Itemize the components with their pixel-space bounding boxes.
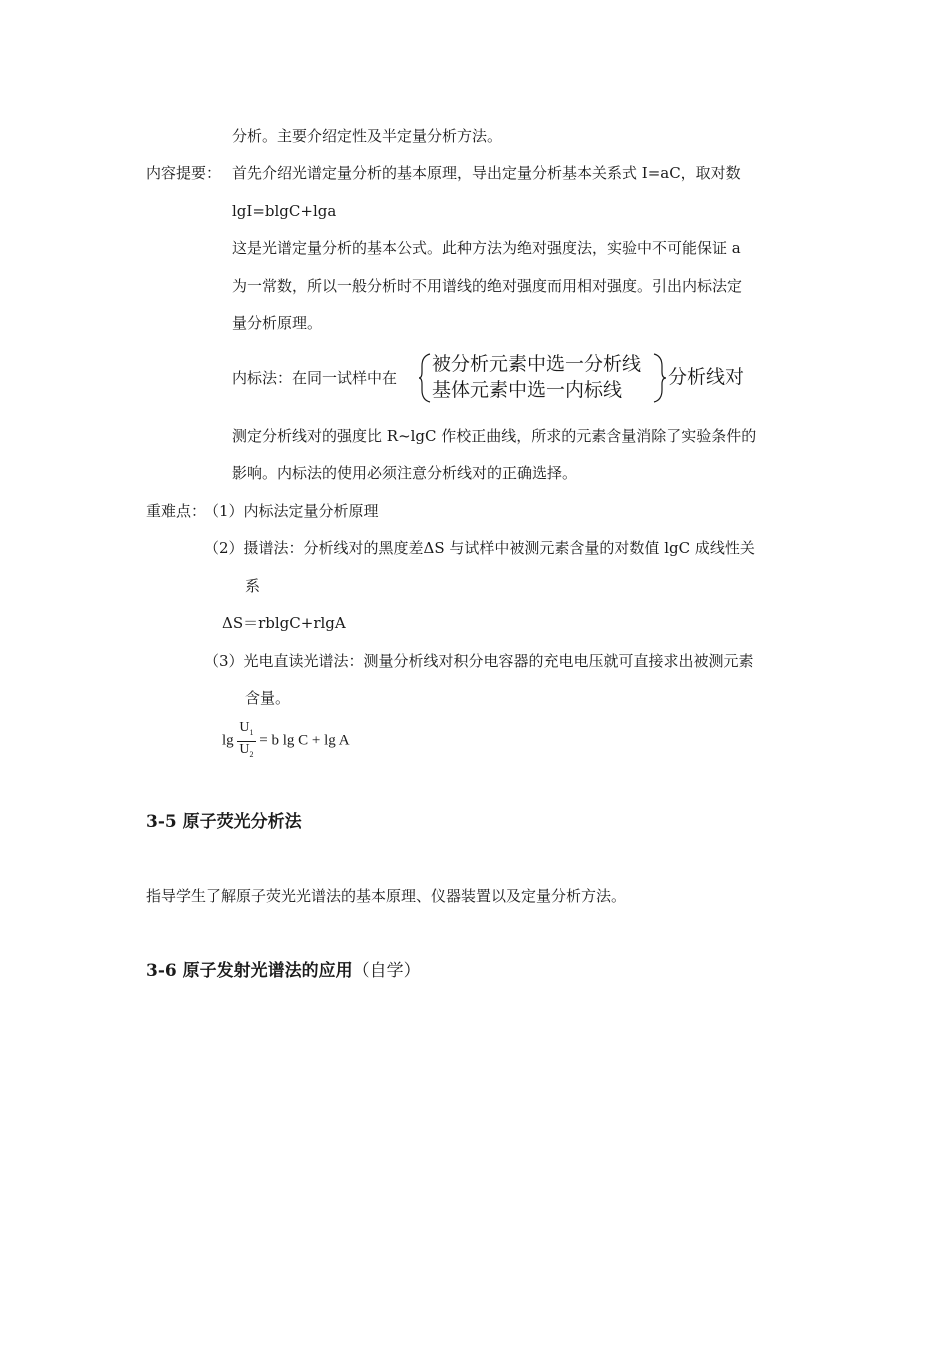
- difficult-point-1: （1）内标法定量分析原理: [204, 502, 379, 520]
- difficult-point-2-cont: 系: [245, 577, 261, 595]
- text-line: 这是光谱定量分析的基本公式。此种方法为绝对强度法，实验中不可能保证 a: [232, 239, 741, 257]
- formula-lg: lg: [222, 732, 234, 749]
- difficult-point-2: （2）摄谱法：分析线对的黑度差ΔS 与试样中被测元素含量的对数值 lgC 成线性关: [204, 539, 755, 557]
- text-line: 量分析原理。: [232, 314, 323, 332]
- section-text-3-5: 指导学生了解原子荧光光谱法的基本原理、仪器装置以及定量分析方法。: [146, 887, 627, 905]
- text-line: 为一常数，所以一般分析时不用谱线的绝对强度而用相对强度。引出内标法定: [232, 277, 743, 295]
- formula-rest: = b lg C + lg A: [259, 732, 350, 749]
- internal-standard-label: 内标法：在同一试样中在: [232, 369, 398, 387]
- right-brace: [652, 352, 668, 404]
- section-heading-3-5: 3-5 原子荧光分析法: [146, 812, 302, 832]
- brace-bottom-item: 基体元素中选一内标线: [432, 379, 623, 401]
- formula-line: ΔS＝rblgC+rlgA: [222, 614, 346, 632]
- brace-result: 分析线对: [668, 366, 745, 388]
- formula-numerator-sub: 1: [249, 727, 254, 737]
- voltage-formula: [222, 720, 350, 763]
- brace-top-item: 被分析元素中选一分析线: [432, 353, 642, 375]
- section-heading-3-6-title: 3-6 原子发射光谱法的应用: [146, 961, 353, 981]
- difficult-points-label: 重难点：: [146, 502, 207, 520]
- difficult-point-3-cont: 含量。: [245, 689, 291, 707]
- section-heading-3-6: [146, 960, 421, 982]
- text-line: 测定分析线对的强度比 R~lgC 作校正曲线，所求的元素含量消除了实验条件的: [232, 427, 757, 445]
- content-summary-label: 内容提要：: [146, 164, 222, 182]
- difficult-point-3: （3）光电直读光谱法：测量分析线对积分电容器的充电电压就可直接求出被测元素: [204, 652, 754, 670]
- text-line: 影响。内标法的使用必须注意分析线对的正确选择。: [232, 464, 578, 482]
- formula-numerator: U: [239, 720, 250, 735]
- text-line: 分析。主要介绍定性及半定量分析方法。: [232, 127, 503, 145]
- formula-line: lgI=blgC+lga: [232, 202, 337, 220]
- formula-denominator-sub: 2: [249, 749, 254, 759]
- section-heading-3-6-note: （自学）: [352, 961, 421, 981]
- formula-fraction: [237, 720, 255, 763]
- text-line: 首先介绍光谱定量分析的基本原理，导出定量分析基本关系式 I=aC，取对数: [232, 164, 741, 182]
- formula-denominator: U: [239, 741, 250, 757]
- left-brace: [418, 352, 432, 404]
